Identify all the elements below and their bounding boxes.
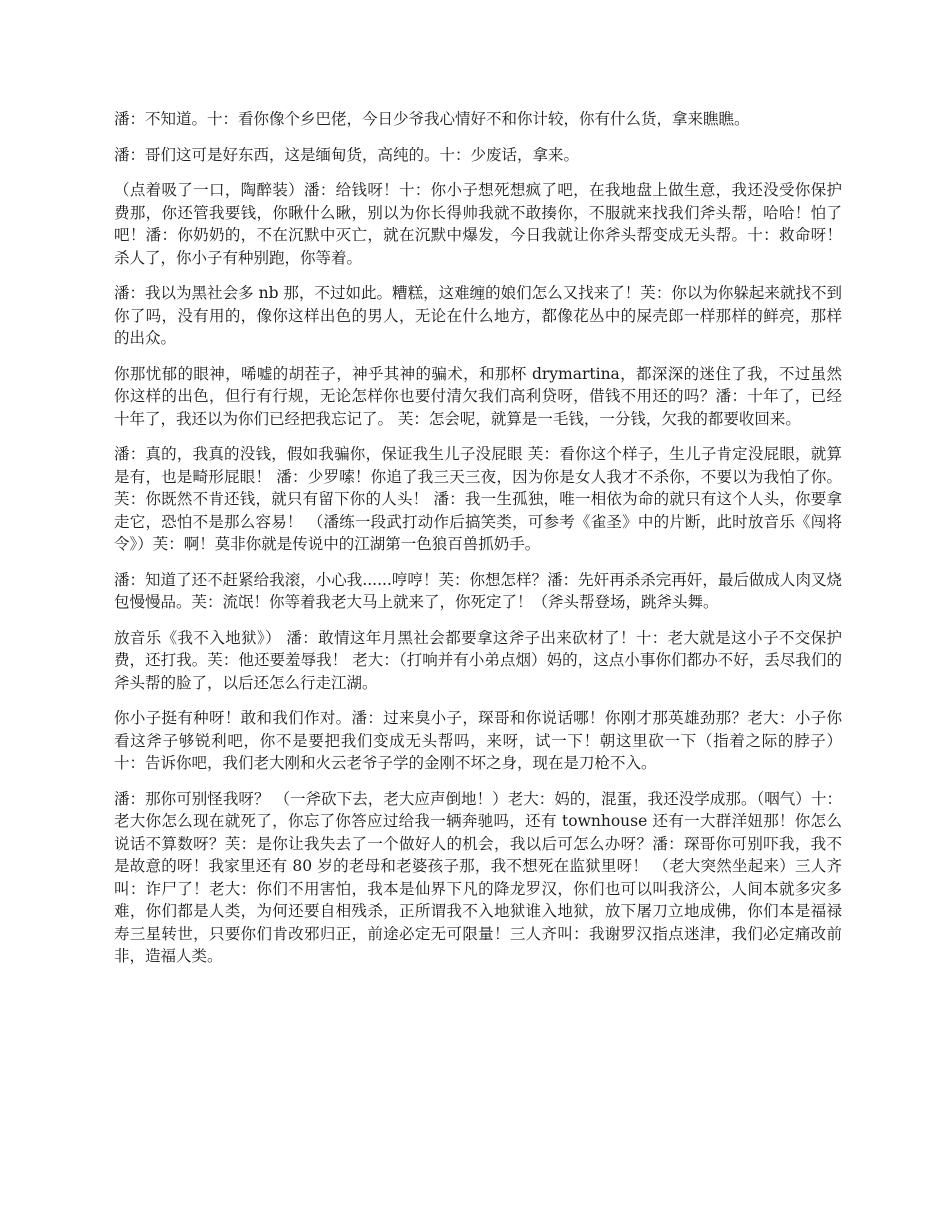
paragraph: 你那忧郁的眼神，唏嘘的胡茬子，神乎其神的骗术，和那杯 drymartina，都深深的迷住了我，不过虽然你这样的出色，但行有行规，无论怎样你也要付清欠我们高利贷呀，借钱不用还的吗？潘：十年了，已经十年了，我还以为你们已经把我忘记了。 芙：怎会呢，就算是一毛钱，一分钱，欠我的都要收回来。 (114, 364, 842, 428)
paragraph: 潘：我以为黑社会多 nb 那，不过如此。糟糕，这难缠的娘们怎么又找来了！芙：你以为你躲起来就找不到你了吗，没有用的，像你这样出色的男人，无论在什么地方，都像花丛中的屎壳郎一样那样的鲜亮，那样的出众。 (114, 284, 842, 347)
paragraph: 潘：知道了还不赶紧给我滚，小心我......哼哼！芙：你想怎样？潘：先奸再杀杀完再奸，最后做成人肉叉烧包慢慢品。芙：流氓！你等着我老大马上就来了，你死定了！（斧头帮登场，跳斧头舞。 (114, 570, 842, 611)
paragraph: 潘：不知道。十：看你像个乡巴佬，今日少爷我心情好不和你计较，你有什么货，拿来瞧瞧。 (114, 110, 750, 128)
paragraph: （点着吸了一口，陶醉装）潘：给钱呀！十：你小子想死想疯了吧，在我地盘上做生意，我还没受你保护费那，你还管我要钱，你瞅什么瞅，别以为你长得帅我就不敢揍你，不服就来找我们斧头帮，哈哈！怕了吧！潘：你奶奶的，不在沉默中灭亡，就在沉默中爆发，今日我就让你斧头帮变成无头帮。十：救命呀！杀人了，你小子有种别跑，你等着。 (114, 181, 842, 267)
paragraph: 潘：真的，我真的没钱，假如我骗你，保证我生儿子没屁眼 芙：看你这个样子，生儿子肯定没屁眼，就算是有，也是畸形屁眼！ 潘：少罗嗦！你追了我三天三夜，因为你是女人我才不杀你，不要以为我怕了你。芙：你既然不肯还钱，就只有留下你的人头！ 潘：我一生孤独，唯一相依为命的就只有这个人头，你要拿走它，恐怕不是那么容易！ （潘练一段武打动作后搞笑类，可参考《雀圣》中的片断，此时放音乐《闯将令》）芙：啊！莫非你就是传说中的江湖第一色狼百兽抓奶手。 (114, 445, 842, 553)
document-body (114, 108, 842, 981)
paragraph: 放音乐《我不入地狱》） 潘：敢情这年月黑社会都要拿这斧子出来砍材了！十：老大就是这小子不交保护费，还打我。芙：他还要羞辱我！ 老大：（打响并有小弟点烟）妈的，这点小事你们都办不好，丢尽我们的斧头帮的脸了，以后还怎么行走江湖。 (114, 628, 842, 692)
paragraph: 潘：那你可别怪我呀？ （一斧砍下去，老大应声倒地！）老大：妈的，混蛋，我还没学成那。（咽气）十：老大你怎么现在就死了，你忘了你答应过给我一辆奔驰吗，还有 townhouse 还有一大群洋妞那！你怎么说话不算数呀？芙：是你让我失去了一个做好人的机会，我以后可怎么办呀？潘：琛哥你可别吓我，我不是故意的呀！我家里还有 80 岁的老母和老婆孩子那，我不想死在监狱里呀！ （老大突然坐起来）三人齐叫：诈尸了！老大：你们不用害怕，我本是仙界下凡的降龙罗汉，你们也可以叫我济公，人间本就多灾多难，你们都是人类，为何还要自相残杀，正所谓我不入地狱谁入地狱，放下屠刀立地成佛，你们本是福禄寿三星转世，只要你们肯改邪归正，前途必定无可限量！三人齐叫：我谢罗汉指点迷津，我们必定痛改前非，造福人类。 (114, 789, 842, 965)
paragraph: 你小子挺有种呀！敢和我们作对。潘：过来臭小子，琛哥和你说话哪！你刚才那英雄劲那？老大：小子你看这斧子够锐利吧，你不是要把我们变成无头帮吗，来呀，试一下！朝这里砍一下（指着之际的脖子）十：告诉你吧，我们老大刚和火云老爷子学的金刚不坏之身，现在是刀枪不入。 (114, 709, 842, 772)
paragraph: 潘：哥们这可是好东西，这是缅甸货，高纯的。十：少废话，拿来。 (114, 145, 580, 164)
